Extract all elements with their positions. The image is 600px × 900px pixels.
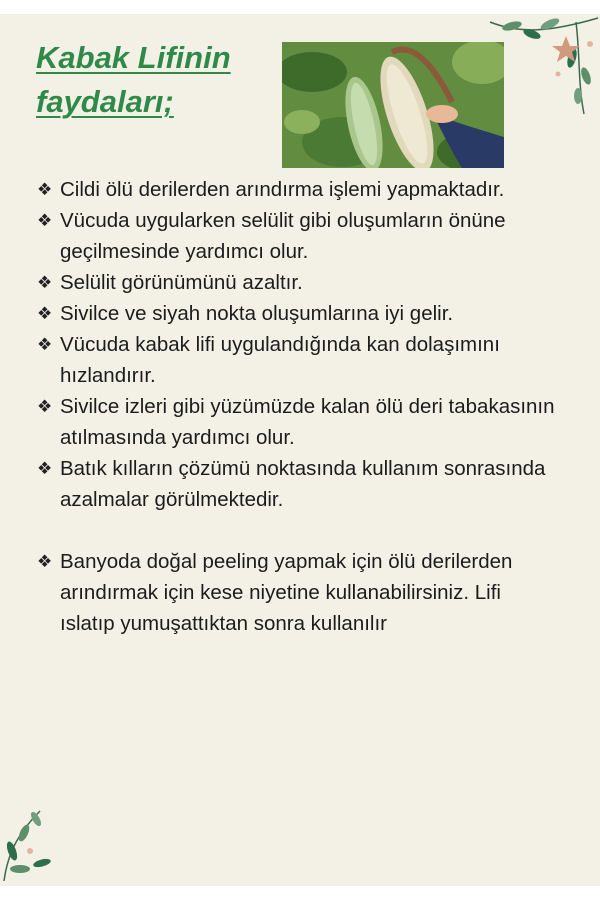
list-item-text: Cildi ölü derilerden arındırma işlemi yapmaktadır.	[60, 178, 505, 201]
diamond-bullet-icon: ❖	[37, 273, 53, 292]
list-item-text: Selülit görünümünü azaltır.	[60, 271, 303, 294]
list-item	[37, 205, 557, 267]
list-item	[37, 267, 557, 298]
diamond-bullet-icon: ❖	[37, 180, 53, 199]
title-line-1: Kabak Lifinin	[36, 40, 231, 75]
title-line-2: faydaları;	[36, 84, 174, 119]
list-item	[37, 174, 557, 205]
list-item-text: Vücuda uygularken selülit gibi oluşumların önüne geçilmesinde yardımcı olur.	[60, 209, 506, 263]
info-card	[0, 14, 600, 886]
list-item	[37, 329, 557, 391]
page-title	[36, 36, 231, 124]
diamond-bullet-icon: ❖	[37, 397, 53, 416]
list-item	[37, 546, 557, 639]
list-item	[37, 453, 557, 515]
diamond-bullet-icon: ❖	[37, 211, 53, 230]
list-item-text: Sivilce ve siyah nokta oluşumlarına iyi gelir.	[60, 302, 454, 325]
list-item-text: Batık kılların çözümü noktasında kullanım sonrasında azalmalar görülmektedir.	[60, 457, 546, 511]
diamond-bullet-icon: ❖	[37, 552, 53, 571]
luffa-gourd-photo	[282, 42, 504, 168]
diamond-bullet-icon: ❖	[37, 335, 53, 354]
list-item	[37, 391, 557, 453]
diamond-bullet-icon: ❖	[37, 304, 53, 323]
floral-corner-bottom-left-icon	[0, 781, 70, 886]
list-item	[37, 298, 557, 329]
benefits-list	[37, 174, 557, 639]
list-item-text: Banyoda doğal peeling yapmak için ölü derilerden arındırmak için kese niyetine kullanabilirsiniz. Lifi ıslatıp yumuşattıktan sonra kullanılır	[60, 550, 513, 635]
list-item-text: Sivilce izleri gibi yüzümüzde kalan ölü deri tabakasının atılmasında yardımcı olur.	[60, 395, 555, 449]
list-item-text: Vücuda kabak lifi uygulandığında kan dolaşımını hızlandırır.	[60, 333, 500, 387]
diamond-bullet-icon: ❖	[37, 459, 53, 478]
